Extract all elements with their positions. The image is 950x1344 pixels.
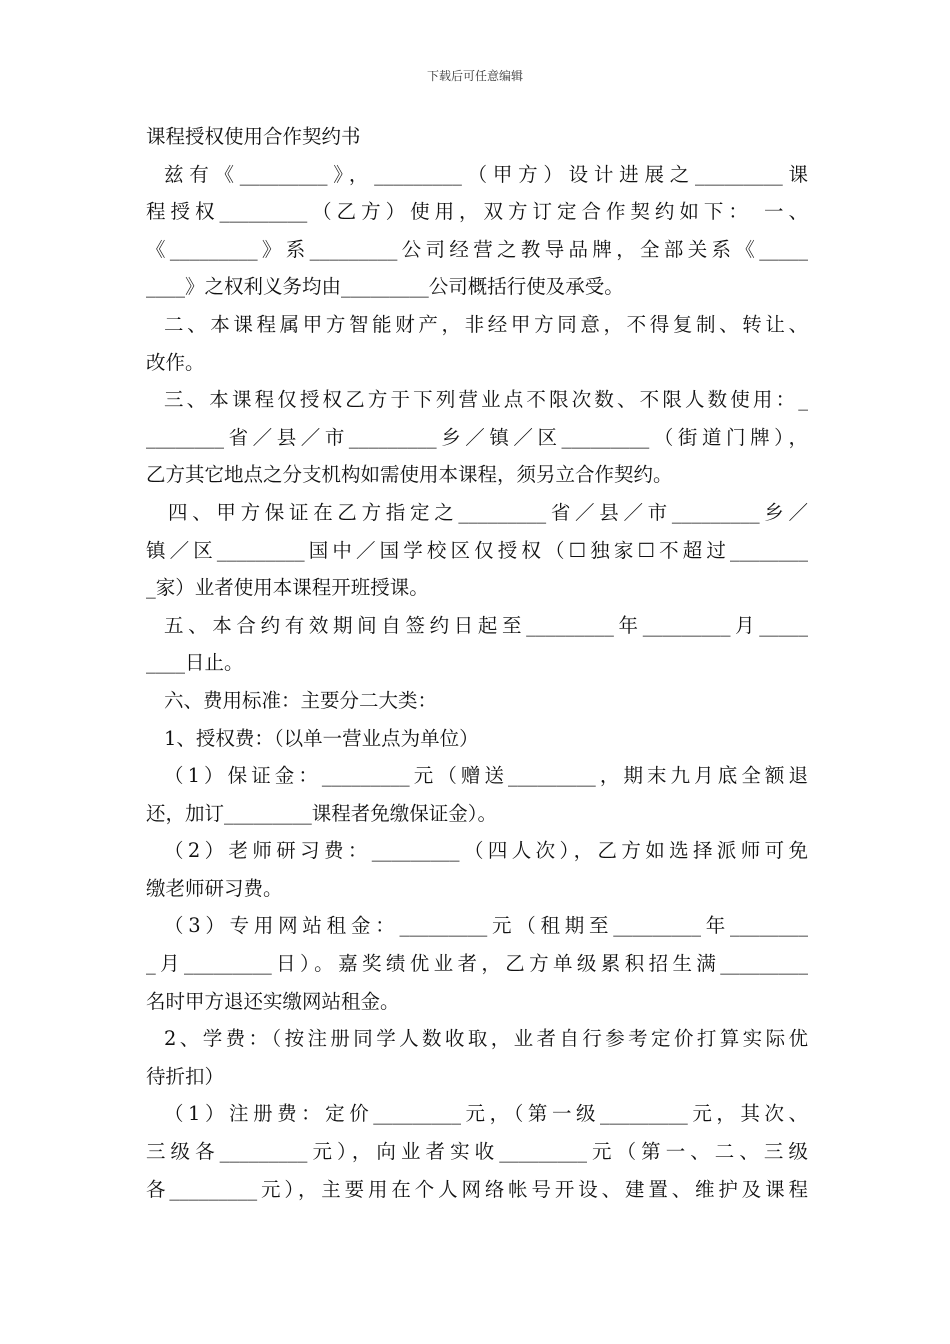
- paragraph-line: 待折扣）: [146, 1064, 225, 1088]
- paragraph-line: 镇／区_________国中／国学校区仅授权（☐独家☐不超过________: [146, 538, 808, 562]
- document-title: 课程授权使用合作契约书: [146, 125, 361, 148]
- paragraph-line: （2）老师研习费：_________（四人次），乙方如选择派师可免: [164, 839, 808, 863]
- document-body: [146, 118, 808, 1208]
- paragraph-line: 2、学费：（按注册同学人数收取，业者自行参考定价打算实际优: [164, 1027, 808, 1051]
- paragraph-line: 六、费用标准：主要分二大类：: [164, 688, 438, 712]
- paragraph-line: _家）业者使用本课程开班授课。: [146, 576, 429, 600]
- paragraph-line: 乙方其它地点之分支机构如需使用本课程，须另立合作契约。: [146, 463, 673, 487]
- paragraph-line: ____》之权利义务均由_________公司概括行使及承受。: [146, 275, 624, 299]
- paragraph-line: 四、甲方保证在乙方指定之_________省／县／市_________乡／: [168, 500, 808, 524]
- page-header: 下载后可任意编辑: [426, 69, 523, 83]
- paragraph-line: 二、本课程属甲方智能财产，非经甲方同意，不得复制、转让、: [164, 312, 808, 336]
- paragraph-line: 1、授权费：（以单一营业点为单位）: [164, 726, 479, 750]
- paragraph-line: 三级各_________元），向业者实收_________元（第一、二、三级: [146, 1140, 808, 1164]
- paragraph-line: 《_________》系_________公司经营之教导品牌，全部关系《_____: [146, 237, 808, 261]
- paragraph-line: 缴老师研习费。: [146, 876, 283, 900]
- paragraph-line: 名时甲方退还实缴网站租金。: [146, 989, 400, 1013]
- paragraph-line: 还，加订_________课程者免缴保证金）。: [146, 801, 498, 825]
- paragraph-line: 兹有《_________》，_________（甲方）设计进展之_________课: [164, 162, 808, 186]
- paragraph-line: 程授权_________（乙方）使用，双方订定合作契约如下： 一、: [146, 200, 808, 224]
- paragraph-line: ________省／县／市_________乡／镇／区_________（街道门牌），: [146, 425, 808, 449]
- paragraph-line: 五、本合约有效期间自签约日起至_________年_________月_____: [164, 613, 808, 637]
- paragraph-line: （1）注册费：定价_________元，（第一级_________元，其次、: [164, 1102, 808, 1126]
- paragraph-line: （1）保证金：_________元（赠送_________，期末九月底全额退: [164, 764, 808, 788]
- paragraph-line: 改作。: [146, 350, 205, 374]
- paragraph-line: （3）专用网站租金：_________元（租期至_________年________: [164, 914, 808, 938]
- paragraph-line: _月_________日）。嘉奖绩优业者，乙方单级累积招生满_________: [146, 952, 808, 976]
- paragraph-line: 各_________元），主要用在个人网络帐号开设、建置、维护及课程: [146, 1177, 808, 1201]
- paragraph-line: 三、本课程仅授权乙方于下列营业点不限次数、不限人数使用：_: [164, 388, 808, 412]
- paragraph-line: ____日止。: [146, 651, 244, 675]
